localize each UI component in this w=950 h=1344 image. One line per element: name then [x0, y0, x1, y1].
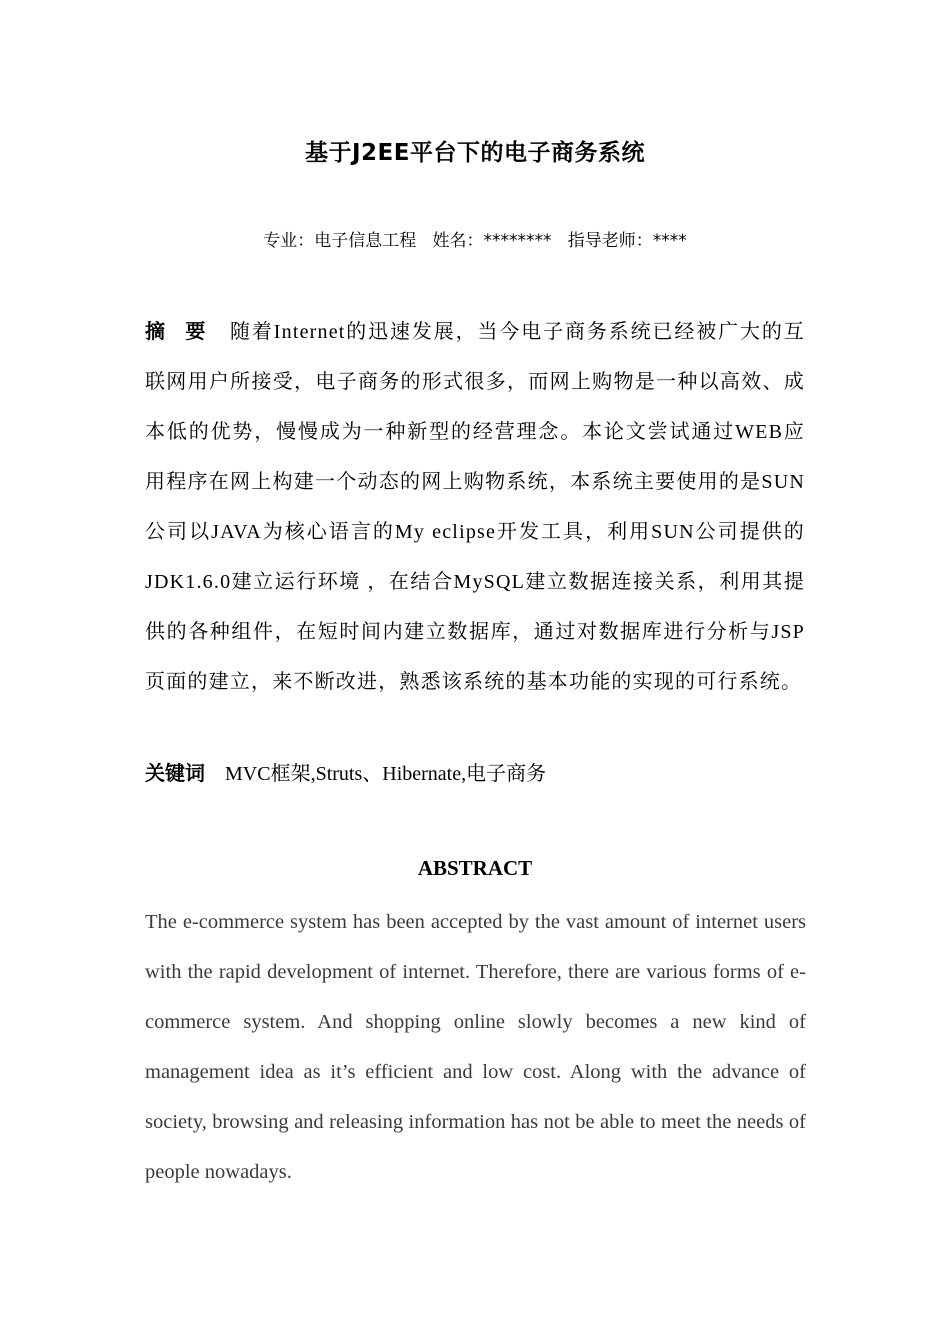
- keywords: [145, 748, 805, 799]
- author-name-field: 姓名：********: [432, 231, 552, 251]
- chinese-abstract: [145, 306, 805, 707]
- major-field: 专业：电子信息工程: [263, 231, 417, 251]
- keywords-heading: 关键词: [145, 761, 205, 785]
- chinese-abstract-heading: 摘 要: [145, 319, 212, 343]
- english-abstract-heading: ABSTRACT: [417, 856, 533, 880]
- page-title: 基于J2EE平台下的电子商务系统: [305, 140, 645, 166]
- author-info: [0, 226, 950, 251]
- advisor-field: 指导老师：****: [567, 231, 687, 251]
- chinese-abstract-text: 随着Internet的迅速发展，当今电子商务系统已经被广大的互联网用户所接受，电子商务的形式很多，而网上购物是一种以高效、成本低的优势，慢慢成为一种新型的经营理念。本论文尝试通过WEB应用程序在网上构建一个动态的网上购物系统，本系统主要使用的是SUN公司以JAVA为核心语言的My eclipse开发工具，利用SUN公司提供的JDK1.6.0建立运行环境 ，在结合MySQL建立数据连接关系，利用其提供的各种组件，在短时间内建立数据库，通过对数据库进行分析与JSP页面的建立，来不断改进，熟悉该系统的基本功能的实现的可行系统。: [145, 321, 805, 693]
- english-abstract-text: The e-commerce system has been accepted by the vast amount of internet users with the rapid development of internet. Therefore, there are various forms of e-commerce system. And shopping online slowly becomes a new kind of management idea as it’s efficient and low cost. Along with the advance of society, browsing and releasing information has not be able to meet the needs of people nowadays.: [145, 911, 806, 1183]
- keywords-text: MVC框架,Struts、Hibernate,电子商务: [225, 763, 547, 785]
